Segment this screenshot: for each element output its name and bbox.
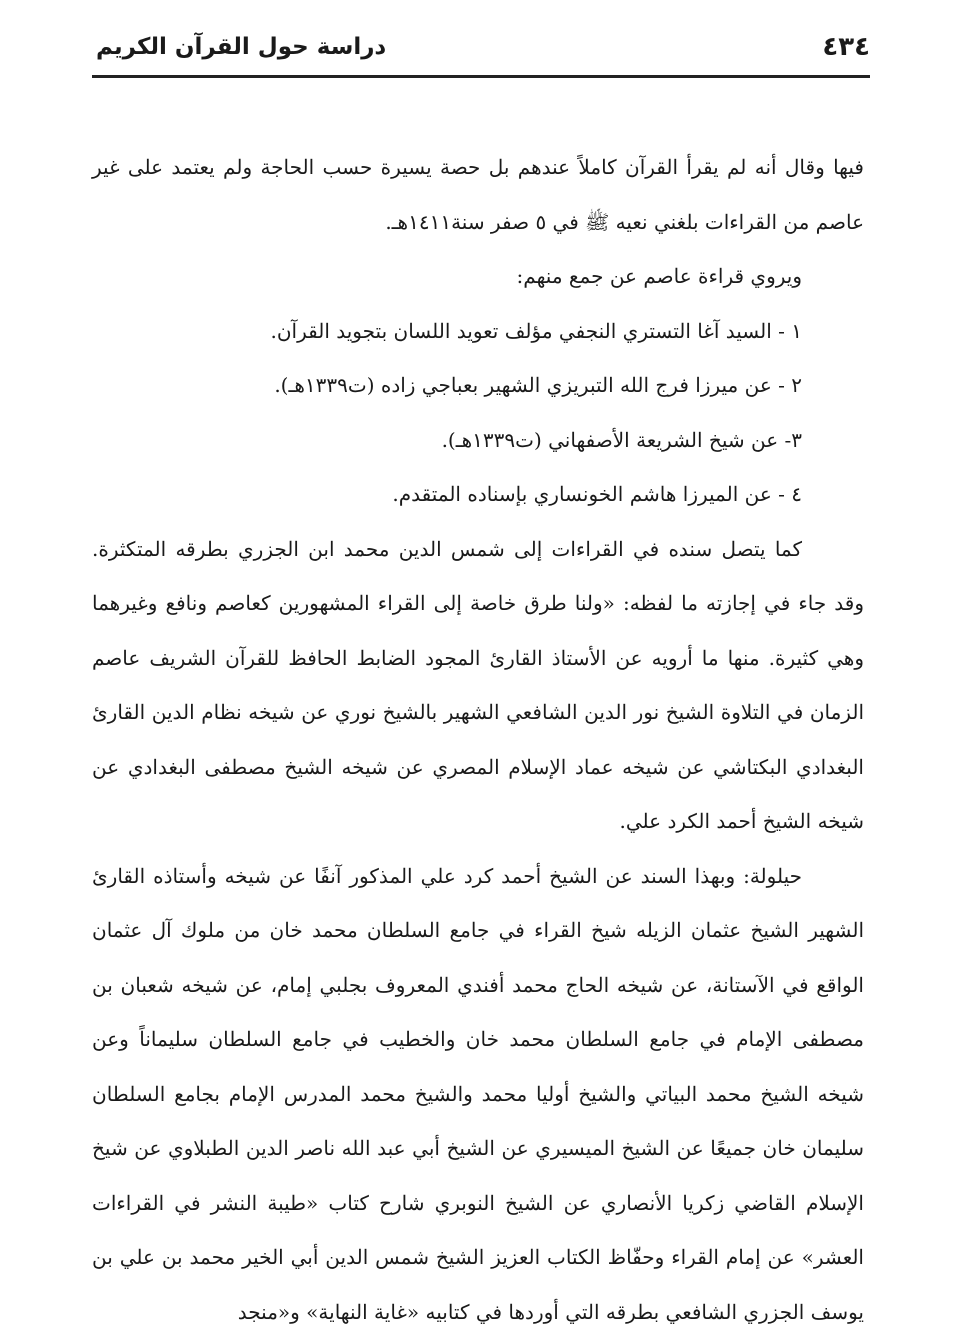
page-body bbox=[92, 140, 864, 1339]
paragraph: كما يتصل سنده في القراءات إلى شمس الدين محمد ابن الجزري بطرقه المتكثرة. وقد جاء في إجازته ما لفظه: «ولنا طرق خاصة إلى القراء المشهورين كعاصم ونافع وغيرهما وهي كثيرة. منها ما أرويه عن الأستاذ القارئ المجود الضابط الحافظ للقرآن الشريف عاصم الزمان في التلاوة الشيخ نور الدين الشافعي الشهير بالشيخ نوري عن شيخه نظام الدين القارئ البغدادي البكتاشي عن شيخه عماد الإسلام المصري عن شيخه الشيخ مصطفى البغدادي عن شيخه الشيخ أحمد الكرد علي. bbox=[92, 522, 864, 849]
running-title: دراسة حول القرآن الكريم bbox=[96, 34, 386, 60]
paragraph: ويروي قراءة عاصم عن جمع منهم: bbox=[92, 249, 864, 304]
list-item: ٤ - عن الميرزا هاشم الخونساري بإسناده المتقدم. bbox=[92, 467, 864, 522]
list-item: ٢ - عن ميرزا فرج الله التبريزي الشهير بعباجي زاده (ت١٣٣٩هـ). bbox=[92, 358, 864, 413]
list-item: ٣- عن شيخ الشريعة الأصفهاني (ت١٣٣٩هـ). bbox=[92, 413, 864, 468]
header-divider bbox=[92, 75, 870, 78]
page-number: ٤٣٤ bbox=[822, 32, 870, 62]
list-item: ١ - السيد آغا التستري النجفي مؤلف تعويد اللسان بتجويد القرآن. bbox=[92, 304, 864, 359]
page-header bbox=[92, 28, 870, 78]
paragraph: فيها وقال أنه لم يقرأ القرآن كاملاً عندهم بل حصة يسيرة حسب الحاجة ولم يعتمد على غير عاصم من القراءات بلغني نعيه ﷺ في ٥ صفر سنة١٤١١هـ. bbox=[92, 140, 864, 249]
paragraph: حيلولة: وبهذا السند عن الشيخ أحمد كرد علي المذكور آنفًا عن شيخه وأستاذه القارئ الشهير الشيخ عثمان الزيله شيخ القراء في جامع السلطان محمد خان من ملوك آل عثمان الواقع في الآستانة، عن شيخه الحاج محمد أفندي المعروف بجلبي إمام، عن شيخه شعبان بن مصطفى الإمام في جامع السلطان محمد خان والخطيب في جامع السلطان سليماناً وعن شيخه الشيخ محمد البياتي والشيخ أوليا محمد والشيخ محمد المدرس الإمام بجامع السلطان سليمان خان جميعًا عن الشيخ الميسيري عن الشيخ أبي عبد الله ناصر الدين الطبلاوي عن شيخ الإسلام القاضي زكريا الأنصاري عن الشيخ النوبري شارح كتاب «طيبة النشر في القراءات العشر» عن إمام القراء وحفّاظ الكتاب العزيز الشيخ شمس الدين أبي الخير محمد بن علي بن يوسف الجزري الشافعي بطرقه التي أوردها في كتابيه «غاية النهاية» و«منجد bbox=[92, 849, 864, 1339]
